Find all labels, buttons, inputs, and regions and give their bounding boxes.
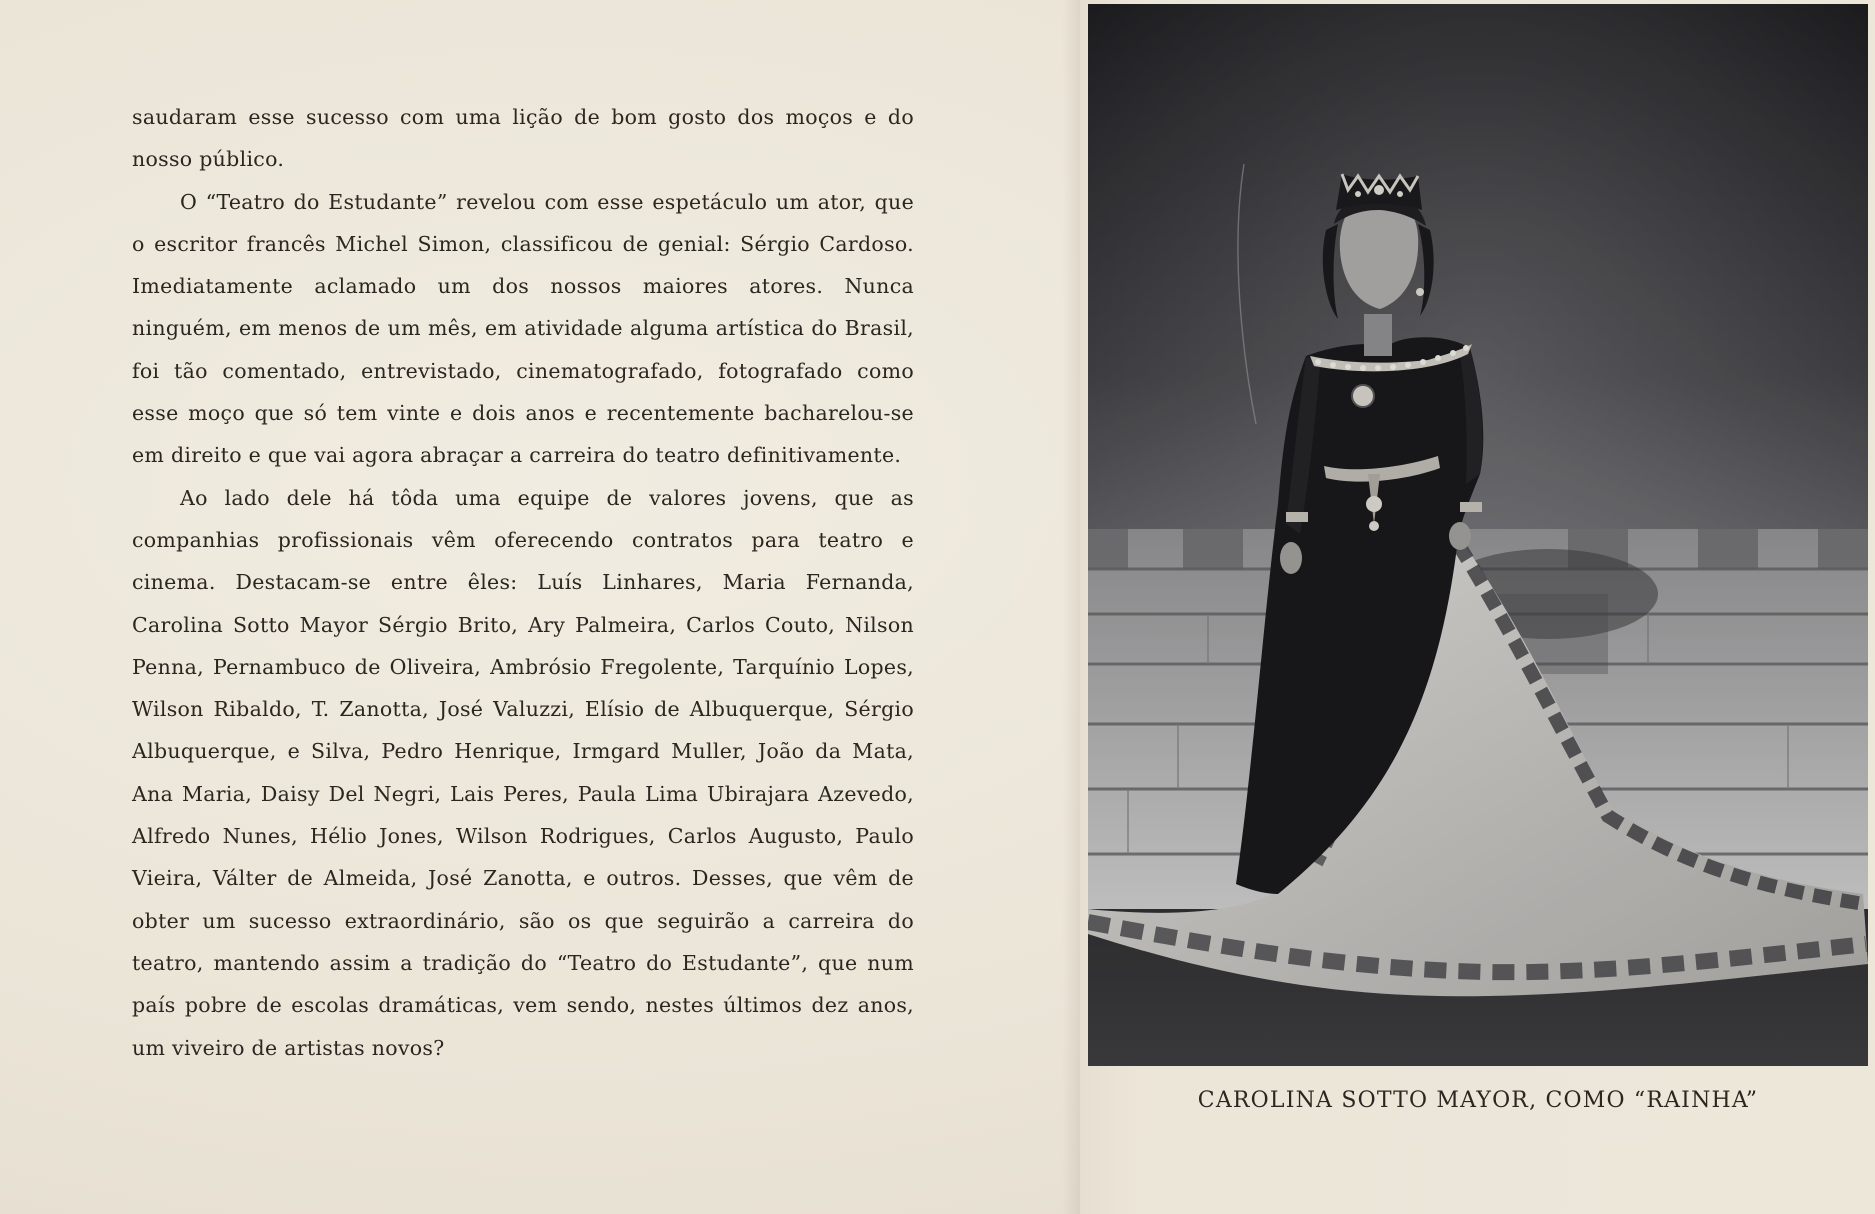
photo-illustration: [1088, 4, 1868, 1066]
paragraph-3: Ao lado dele há tôda uma equipe de valores jovens, que as companhias profissionais vêm oferecendo contratos para teatro e cinema. Destacam-se entre êles: Luís Linhares, Maria Fernanda, Carolina Sotto Mayor Sérgio Brito, Ary Palmeira, Carlos Couto, Nilson Penna, Pernambuco de Oliveira, Ambrósio Fregolente, Tarquínio Lopes, Wilson Ribaldo, T. Zanotta, José Valuzzi, Elísio de Albuquerque, Sérgio Albuquerque, e Silva, Pedro Henrique, Irmgard Muller, João da Mata, Ana Maria, Daisy Del Negri, Lais Peres, Paula Lima Ubirajara Azevedo, Alfredo Nunes, Hélio Jones, Wilson Rodrigues, Carlos Augusto, Paulo Vieira, Válter de Almeida, José Zanotta, e outros. Desses, que vêm de obter um sucesso extraordinário, são os que seguirão a carreira do teatro, mantendo assim a tradição do “Teatro do Estudante”, que num país pobre de escolas dramáticas, vem sendo, nestes últimos dez anos, um viveiro de artistas novos?: [132, 485, 914, 1060]
photograph-queen: [1088, 4, 1868, 1066]
photo-caption: CAROLINA SOTTO MAYOR, COMO “RAINHA”: [1197, 1088, 1759, 1113]
paragraph-1: saudaram esse sucesso com uma lição de bom gosto dos moços e do nosso público.: [132, 105, 914, 172]
paragraph-2: O “Teatro do Estudante” revelou com esse espetáculo um ator, que o escritor francês Michel Simon, classificou de genial: Sérgio Cardoso. Imediatamente aclamado um dos nossos maiores atores. Nunca ninguém, em menos de um mês, em atividade alguma artística do Brasil, foi tão comentado, entrevistado, cinematografado, fotografado como esse moço que só tem vinte e dois anos e recentemente bacharelou-se em direito e que vai agora abraçar a carreira do teatro definitivamente.: [132, 189, 914, 468]
article-body: [132, 96, 914, 1069]
